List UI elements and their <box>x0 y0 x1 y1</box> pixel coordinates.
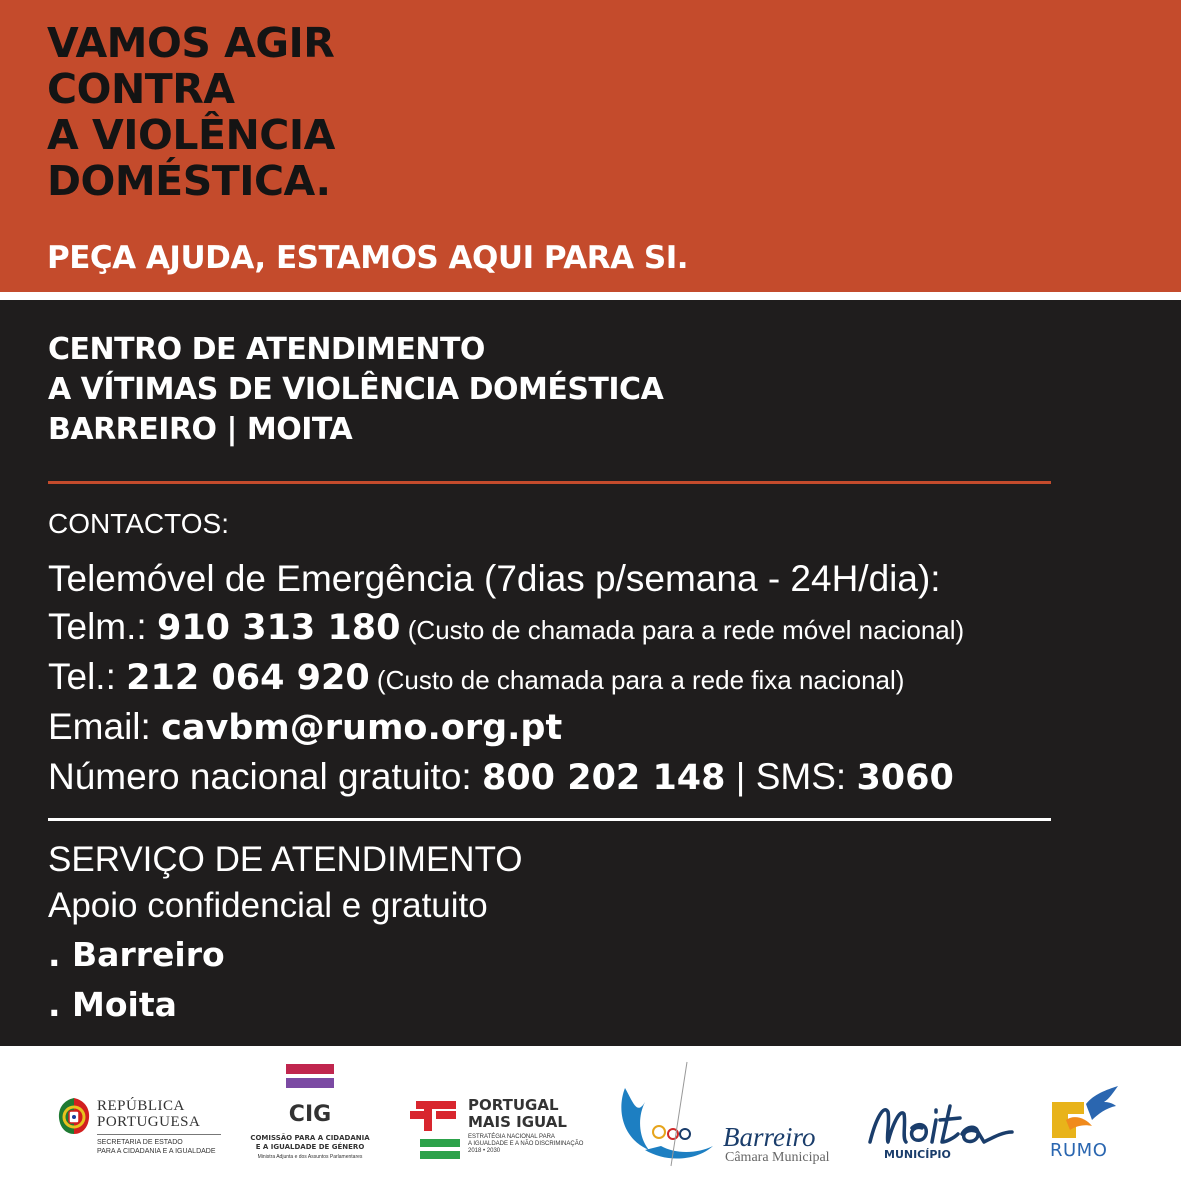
moita-script-icon <box>866 1098 1016 1148</box>
cig-bars-icon <box>246 1062 374 1098</box>
portugal-mais-igual-icon <box>410 1097 462 1163</box>
center-title-line-3: BARREIRO | MOITA <box>48 412 353 447</box>
mobile-phone-line <box>48 604 964 653</box>
mobile-phone-number[interactable]: 910 313 180 <box>156 608 401 648</box>
tagline: PEÇA AJUDA, ESTAMOS AQUI PARA SI. <box>47 240 689 276</box>
republica-name: REPÚBLICA PORTUGUESA <box>97 1098 201 1130</box>
landline-label: Tel.: <box>48 656 127 697</box>
email-line <box>48 704 562 751</box>
rumo-logo <box>1046 1084 1126 1164</box>
headline-line-1: VAMOS AGIR <box>47 19 335 67</box>
center-title-line-2: A VÍTIMAS DE VIOLÊNCIA DOMÉSTICA <box>48 372 664 407</box>
republica-portuguesa-logo <box>56 1096 226 1166</box>
rumo-bird-icon <box>1046 1084 1126 1140</box>
headline <box>47 20 335 204</box>
landline-line <box>48 654 904 703</box>
moita-logo <box>866 1098 1016 1168</box>
service-title: SERVIÇO DE ATENDIMENTO <box>48 840 523 879</box>
location-barreiro: . Barreiro <box>48 935 225 974</box>
sms-number[interactable]: 3060 <box>856 758 954 798</box>
national-line <box>48 754 954 801</box>
divider-gap <box>0 292 1181 300</box>
portugal-mais-igual-logo <box>410 1097 590 1167</box>
contacts-label: CONTACTOS: <box>48 508 229 539</box>
moita-subtitle: MUNICÍPIO <box>884 1148 951 1161</box>
location-moita: . Moita <box>48 985 177 1024</box>
barreiro-name: Barreiro <box>723 1122 816 1152</box>
center-title-line-1: CENTRO DE ATENDIMENTO <box>48 332 485 367</box>
republica-subtitle: SECRETARIA DE ESTADO PARA A CIDADANIA E A IGUALDADE <box>97 1139 216 1155</box>
republica-rule <box>97 1134 221 1135</box>
headline-line-4: DOMÉSTICA. <box>47 157 331 205</box>
cig-name: CIG <box>288 1102 332 1127</box>
mobile-phone-note: (Custo de chamada para a rede móvel nacional) <box>400 615 965 645</box>
cig-ministry: Ministra Adjunta e dos Assuntos Parlamentares <box>257 1154 363 1160</box>
emergency-line: Telemóvel de Emergência (7dias p/semana - 24H/dia): <box>48 558 941 599</box>
cig-subtitle: COMISSÃO PARA A CIDADANIA E A IGUALDADE DE GÉNERO <box>250 1134 370 1151</box>
email-label: Email: <box>48 706 162 747</box>
email-link[interactable]: cavbm@rumo.org.pt <box>161 708 563 748</box>
rumo-name: RUMO <box>1050 1140 1108 1161</box>
landline-note: (Custo de chamada para a rede fixa nacional) <box>369 665 905 695</box>
barreiro-subtitle: Câmara Municipal <box>725 1150 830 1165</box>
pmi-name: PORTUGAL MAIS IGUAL <box>468 1096 567 1131</box>
barreiro-wave-icon <box>615 1058 723 1173</box>
center-title <box>48 330 663 450</box>
orange-divider <box>48 481 1051 484</box>
sms-label: | SMS: <box>725 756 857 797</box>
white-divider <box>48 818 1051 821</box>
pmi-subtitle: ESTRATÉGIA NACIONAL PARA A IGUALDADE E A NÃO DISCRIMINAÇÃO 2018 • 2030 <box>468 1134 584 1154</box>
barreiro-logo <box>615 1058 840 1173</box>
national-label: Número nacional gratuito: <box>48 756 482 797</box>
national-number[interactable]: 800 202 148 <box>481 758 726 798</box>
coat-of-arms-icon <box>56 1096 92 1136</box>
cig-logo <box>246 1062 374 1177</box>
service-subtitle: Apoio confidencial e gratuito <box>48 886 488 925</box>
headline-line-3: A VIOLÊNCIA <box>47 111 335 159</box>
headline-line-2: CONTRA <box>47 65 235 113</box>
landline-number[interactable]: 212 064 920 <box>126 658 370 698</box>
mobile-phone-label: Telm.: <box>48 606 157 647</box>
